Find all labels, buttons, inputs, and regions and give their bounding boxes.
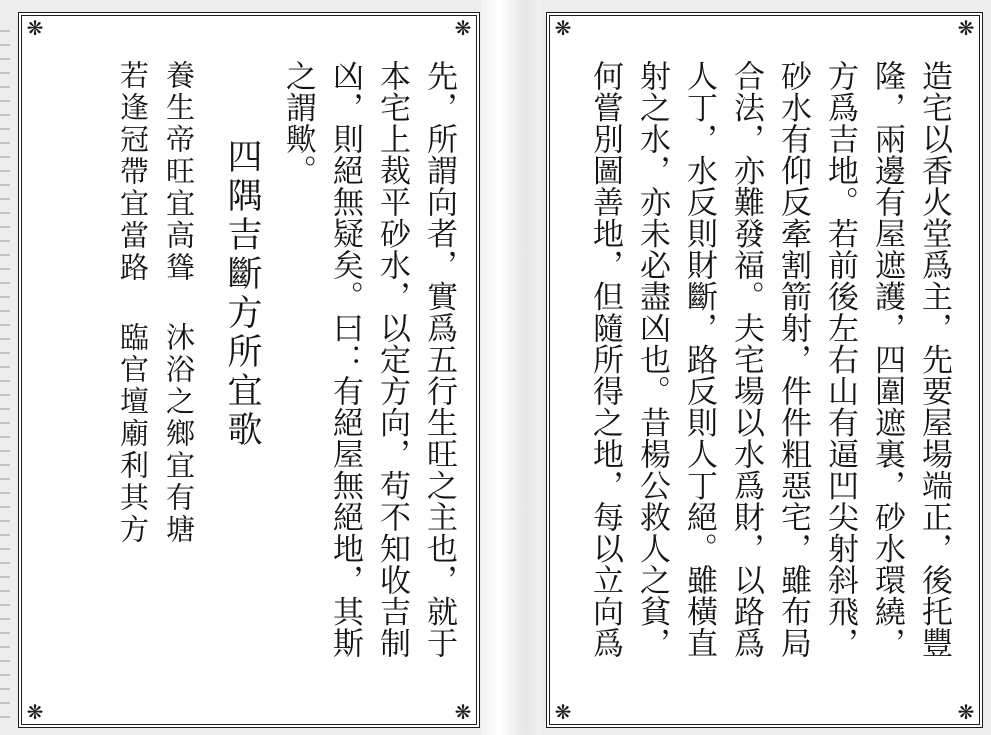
corner-ornament-icon: ❋ bbox=[26, 16, 44, 40]
poem-line: 臨官壇廟利其方 bbox=[116, 322, 150, 546]
prose-column: 先，所謂向者，實爲五行生旺之主也，就于 bbox=[421, 60, 457, 659]
book-gutter bbox=[481, 0, 541, 735]
corner-ornament-icon: ❋ bbox=[554, 700, 572, 724]
poem-line: 若逢冠帶宜當路 bbox=[116, 60, 150, 284]
corner-ornament-icon: ❋ bbox=[26, 700, 44, 724]
right-page bbox=[546, 12, 983, 728]
prose-column: 射之水，亦未必盡凶也。昔楊公救人之貧， bbox=[634, 60, 670, 659]
corner-ornament-icon: ❋ bbox=[957, 16, 975, 40]
prose-column: 凶，則絕無疑矣。曰：有絕屋無絕地，其斯 bbox=[327, 60, 363, 659]
prose-column: 之謂歟。 bbox=[280, 60, 316, 186]
prose-column: 砂水有仰反牽割箭射，件件粗惡宅，雖布局 bbox=[775, 60, 811, 659]
column-spacer bbox=[202, 60, 210, 702]
poem-line: 沐浴之鄉宜有塘 bbox=[162, 322, 196, 546]
poem-line: 養生帝旺宜高聳 bbox=[162, 60, 196, 284]
right-page-text bbox=[568, 60, 957, 702]
left-page-text bbox=[44, 60, 462, 702]
left-page bbox=[18, 12, 480, 728]
prose-column: 合法，亦難發福。夫宅場以水爲財，以路爲 bbox=[728, 60, 764, 659]
corner-ornament-icon: ❋ bbox=[957, 700, 975, 724]
prose-column: 造宅以香火堂爲主，先要屋場端正，後托豐 bbox=[916, 60, 952, 659]
poem-column bbox=[156, 60, 202, 702]
prose-column: 本宅上裁平砂水，以定方向，苟不知收吉制 bbox=[374, 60, 410, 659]
previous-page-edge bbox=[0, 30, 10, 720]
corner-ornament-icon: ❋ bbox=[454, 700, 472, 724]
prose-column: 何嘗別圖善地，但隨所得之地，每以立向爲 bbox=[587, 60, 623, 659]
prose-column: 隆，兩邊有屋遮護，四圍遮裏，砂水環繞， bbox=[869, 60, 905, 659]
section-title: 四隅吉斷方所宜歌 bbox=[222, 138, 262, 450]
poem-column bbox=[110, 60, 156, 702]
corner-ornament-icon: ❋ bbox=[554, 16, 572, 40]
prose-column: 人丁，水反則財斷，路反則人丁絕。雖橫直 bbox=[681, 60, 717, 659]
prose-column: 方爲吉地。若前後左右山有逼凹尖射斜飛， bbox=[822, 60, 858, 659]
corner-ornament-icon: ❋ bbox=[454, 16, 472, 40]
